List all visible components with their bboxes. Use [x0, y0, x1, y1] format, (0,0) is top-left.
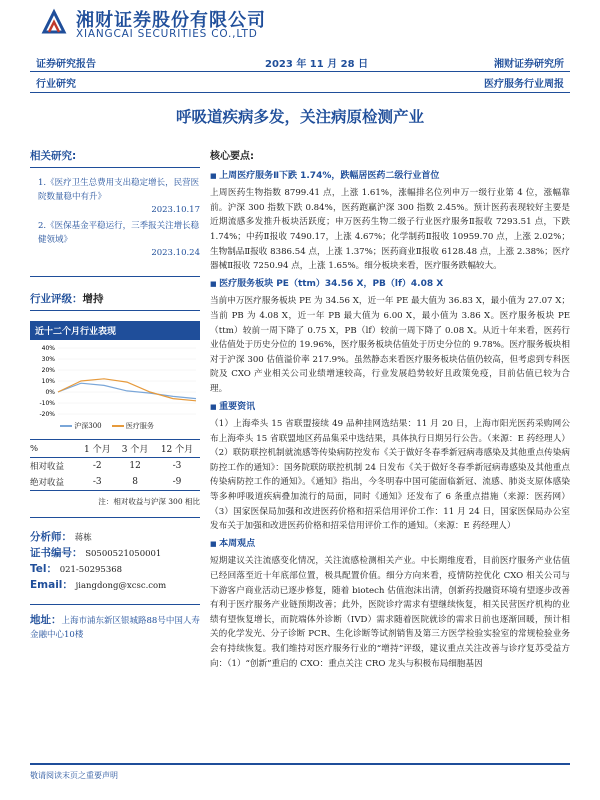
sidebar-rule [30, 604, 200, 605]
y-tick-label: 20% [41, 367, 55, 374]
row-label: 相对收益 [30, 462, 65, 472]
addr-label: 地址： [30, 614, 62, 626]
related-label: 相关研究: [30, 150, 77, 162]
section-text: 上周医药生物指数 8799.41 点，上涨 1.61%，涨幅排名位列申万一级行业第 4 位，涨幅靠前。沪深 300 指数下跌 0.84%，医药跑赢沪深 300 指数 2.45%。预计医药表现较好主要是近期流感多发推升板块活跃度；申万医药生物二级子行业医疗服务Ⅱ报收 7293.51 点，下跌 1.74%；中药Ⅱ报收 7490.17，上涨 4.67%；化学制药Ⅱ报收 10959.70 点，上涨 2.02%；生物制品Ⅱ报收 8386.54 点，上涨 1.37%；医药商业Ⅱ报收 6128.48 点，上涨 2.38%；医疗器械Ⅱ报收 7250.94 点，上涨 1.65%。细分板块来看，医疗服务跌幅较大。 [210, 188, 570, 272]
section-text: 短期建议关注流感变化情况，关注流感检测相关产业。中长期维度看，目前医疗服务产业估值已经回落至近十年底部位置，极具配置价值。细分方向来看，疫情防控优化 CXO 相关公司与下游客户商业活动已逐步修复，随着 biotech 估值泡沫出清，创新药投融资环境有望逐步改善有利于医疗服务产业链预期改善；此外，医院诊疗需求有望继续恢复，相关民营医疗机构的业绩有望恢复增长，而院端体外诊断（IVD）需求随着医院就诊的需求日前也逐渐回暖，预计相关的化学发光、分子诊断 PCR、生化诊断等试剂销售及第三方医学检验实验室的常规检验业务会有持续恢复。我们维持对医疗服务行业的“增持”评级，建议重点关注改善与诊疗复苏受益方向：（1）“创新”重启的 CXO：重点关注 CRO 龙头与积极布局细胞基因 [210, 556, 570, 669]
report-title: 呼吸道疾病多发，关注病原检测产业 [175, 108, 424, 126]
section-text: 当前申万医疗服务板块 PE 为 34.56 X，近一年 PE 最大值为 36.83 X，最小值为 27.07 X；当前 PB 为 4.08 X，近一年 PB 最大值为 6.00 X，最小值为 3.86 X。医疗服务板块 PE（ttm）较前一周下降了 0.75 X，PB（lf）较前一周下降了 0.08 X。从近十年来看，医药行业估值处于历史分位的 19.96%，医疗服务板块估值处于历史分位的 9.78%。医疗服务板块相对于沪深 300 估值溢价率 217.9%。虽然静态来看医疗服务板块估值仍较高，但考虑到专科医院及 CXO 产业相关公司业绩增速较高，行业发展趋势较好且政策免疫，目前估值已较为合理。 [210, 296, 570, 394]
report-category: 行业研究 [36, 79, 76, 90]
chart-legend [60, 421, 200, 431]
header-band-2 [30, 72, 570, 91]
company-logo-icon [40, 8, 68, 36]
table-row [30, 474, 200, 491]
performance-table [30, 439, 200, 491]
header-band-1 [30, 52, 570, 71]
analyst-name: 蒋栋 [74, 533, 92, 543]
sidebar-rule [30, 276, 200, 277]
series-line-0 [58, 383, 196, 398]
related-date: 2023.10.24 [151, 248, 200, 258]
y-tick-label: 10% [41, 378, 55, 385]
footer-disclaimer: 敬请阅读末页之重要声明 [30, 771, 118, 780]
related-item[interactable]: 2.《医保基金平稳运行，三季报关注增长稳健领域》 [38, 221, 200, 245]
header [0, 0, 600, 50]
section-title: ■ 本周观点 [210, 537, 570, 552]
table-note: 注：相对收益与沪深 300 相比 [98, 497, 200, 506]
related-item[interactable]: 1.《医疗卫生总费用支出稳定增长，民营医院数量稳中有升》 [38, 178, 200, 202]
sidebar-rule [30, 310, 200, 311]
table-header: % [30, 443, 39, 454]
series-line-1 [58, 379, 196, 401]
cell: 8 [132, 477, 138, 487]
rating-value: 增持 [82, 293, 104, 305]
header-rule-2 [30, 92, 570, 93]
rating [30, 287, 200, 306]
cell: -3 [172, 461, 182, 471]
main-content [210, 150, 570, 671]
legend-item: 医疗服务 [112, 421, 154, 431]
company-name-en: XIANGCAI SECURITIES CO.,LTD [76, 28, 258, 40]
address [30, 613, 200, 642]
core-heading: 核心要点: [210, 151, 254, 162]
cell: -3 [92, 477, 102, 487]
cert-number: S0500521050001 [85, 549, 162, 559]
cert-label: 证书编号： [30, 547, 83, 559]
cell: 12 [129, 461, 141, 471]
email-label: Email： [30, 579, 73, 591]
footer-rule [30, 763, 570, 765]
y-tick-label: -20% [39, 411, 55, 418]
tel-number: 021-50295368 [59, 565, 123, 575]
cell: -9 [172, 477, 182, 487]
legend-item: 沪深300 [60, 421, 102, 431]
section-title: ■ 上周医疗服务Ⅱ下跌 1.74%，跌幅居医药二级行业首位 [210, 169, 570, 184]
tel-label: Tel： [30, 563, 57, 575]
table-header: 3 个月 [121, 445, 149, 455]
y-tick-label: 40% [41, 345, 55, 352]
company-name-cn: 湘财证券股份有限公司 [76, 10, 266, 31]
cell: -2 [92, 461, 102, 471]
analyst-label: 分析师： [30, 531, 72, 543]
table-row [30, 458, 200, 475]
report-type: 证券研究报告 [36, 59, 96, 70]
y-tick-label: -10% [39, 400, 55, 407]
email-link[interactable]: jiangdong@xcsc.com [75, 581, 167, 591]
section-title: ■ 医疗服务板块 PE（ttm）34.56 X，PB（lf）4.08 X [210, 277, 570, 292]
chart-title: 近十二个月行业表现 [30, 321, 200, 340]
section-text: （1）上海牵头 15 省联盟接续 49 品种挂网选结果：11 月 20 日，上海市阳光医药采购网公布上海牵头 15 省联盟地区药品集采中选结果，具体执行日期另行公告。（来源：E 药经理人）（2）联防联控机制就流感等传染病防控发布《关于做好冬春季新冠病毒感染及其他重点传染病防控工作的通知》：国务院联防联控机制 24 日发布《关于做好冬春季新冠病毒感染及其他重点传染病防控工作的通知》。《通知》指出，今冬明春中国可能面临新冠、流感、肺炎支原体感染等多种呼吸道疾病叠加流行的局面，同时《通知》还发布了 6 条重点措施（来源：医药网）（3）国家医保局加强和改进医药价格和招采信用评价工作：11 月 24 日，国家医保局办公室发布关于加强和改进医药价格和招采信用评价工作的通知。（来源：E 药经理人） [210, 419, 570, 532]
report-series: 医疗服务行业周报 [484, 79, 564, 90]
sidebar [30, 138, 200, 642]
table-header: 12 个月 [160, 445, 194, 455]
y-tick-label: 30% [41, 356, 55, 363]
y-tick-label: 0% [45, 389, 55, 396]
addr-value: 上海市浦东新区银城路88号中国人寿金融中心10楼 [30, 616, 200, 640]
section-title: ■ 重要资讯 [210, 400, 570, 415]
rating-label: 行业评级： [30, 293, 83, 305]
sidebar-rule [30, 517, 200, 518]
related-date: 2023.10.17 [151, 205, 200, 215]
table-header: 1 个月 [83, 445, 111, 455]
performance-chart [30, 344, 200, 419]
row-label: 绝对收益 [30, 478, 65, 488]
institute-name: 湘财证券研究所 [494, 59, 564, 70]
report-date: 2023 年 11 月 28 日 [265, 59, 369, 70]
analyst-info [30, 530, 200, 594]
